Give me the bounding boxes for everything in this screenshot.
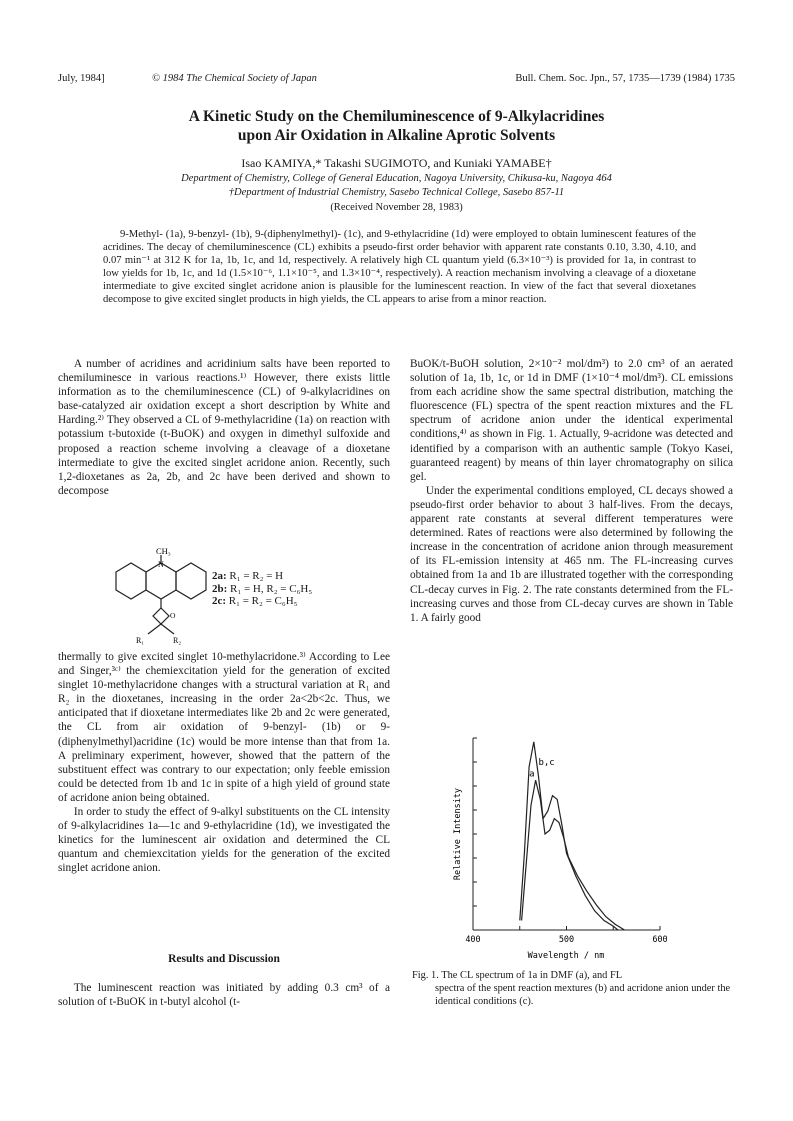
x-tick-label: 400 xyxy=(465,935,481,945)
journal-issue-date: July, 1984] xyxy=(58,73,105,84)
series-line-a xyxy=(522,780,625,930)
author-list: Isao KAMIYA,* Takashi SUGIMOTO, and Kuniaki YAMABE† xyxy=(241,156,552,170)
affiliation-1: Department of Chemistry, College of General Education, Nagoya University, Chikusa-ku, Nagoya 464 xyxy=(181,173,612,184)
title-line-1: A Kinetic Study on the Chemiluminescence of 9-Alkylacridines xyxy=(188,108,605,125)
x-axis-label: Wavelength / nm xyxy=(527,951,605,961)
x-tick-label: 600 xyxy=(652,935,668,945)
series-group xyxy=(520,742,625,930)
title-line-2: upon Air Oxidation in Alkaline Aprotic Solvents xyxy=(237,127,556,144)
series-label-a: a xyxy=(529,769,535,780)
x-tick-label: 500 xyxy=(558,935,575,945)
caption-continuation: spectra of the spent reaction mextures (b) and acridone anion under the identical conditions (c). xyxy=(435,983,731,1008)
paragraph: In order to study the effect of 9-alkyl substituents on the CL intensity of 9-alkylacridines 1a—1c and 9-ethylacridine (1d), we investigated the kinetics for the luminescent air oxidation and determined the CL quantum and chemiexcitation yields for the generation of the excited singlet acridone anion. xyxy=(58,806,390,875)
dioxetane-ring xyxy=(153,608,169,624)
paragraph: thermally to give excited singlet 10-methylacridone.³⁾ According to Lee and Singer,³ᶜ⁾ the chemiexcitation yield for the generation of excited singlet 10-methylacridone changes with a structural variation at R₁ and R₂ in the dioxetanes, increasing in the order 2a<2b<2c. Thus, we anticipated that if dioxetane intermediates like 2b and 2c were generated, the CL from air oxidation of 9-benzyl- (1b) or 9-(diphenylmethyl)acridine (1c) would be more intense than that from 1a. A preliminary experiment, however, showed that the pattern of the substituent effect was contrary to our expectation; only feeble emission could be detected from 1b and 1c in spite of a high yield of ground state of acridone anion being obtained. xyxy=(58,651,390,804)
paragraph: A number of acridines and acridinium salts have been reported to chemiluminesce in various reactions.¹⁾ However, there exists little information as to the chemiluminescence (CL) of 9-alkylacridines on base-catalyzed air oxidation except a short description by White and Harding.²⁾ They observed a CL of 9-methylacridine (1a) on reaction with potassium t-butoxide (t-BuOK) and oxygen in dimethyl sulfoxide and proposed a reaction scheme involving a cleavage of a dioxetane intermediate to give the excited singlet acridone anion. Recently, such 1,2-dioxetanes as 2a, 2b, and 2c have been derived and shown to decompose xyxy=(58,358,390,497)
section-heading: Results and Discussion xyxy=(168,953,280,965)
paragraph: The luminescent reaction was initiated by adding 0.3 cm³ of a solution of t-BuOK in t-butyl alcohol (t- xyxy=(58,982,390,1009)
left-benzene-ring xyxy=(116,563,146,599)
left-column-bottom xyxy=(58,650,390,876)
r1-label: R₁ xyxy=(136,636,145,645)
affiliation-2: †Department of Industrial Chemistry, Sasebo Technical College, Sasebo 857-11 xyxy=(228,187,565,198)
left-column-last xyxy=(58,981,390,1009)
paragraph: Under the experimental conditions employed, CL decays showed a pseudo-first order behavior to about 3 half-lives. From the decays, apparent rate constants at several different temperatures were determined. Rates of reactions were also determined by following the increase in the concentration of acridone anion through measurement of its FL-emission intensity at 465 nm. The FL-increasing curves obtained from 1a and 1b are illustrated together with the corresponding CL-decay curves in Fig. 2. The rate constants determined from the FL-increasing curves and those from CL-decay curves are shown in Table 1. A fairly good xyxy=(410,484,733,624)
y-axis-label: Relative Intensity xyxy=(453,787,463,881)
figure-caption xyxy=(412,969,732,1009)
nitrogen-label: N xyxy=(158,560,164,569)
copyright-notice: © 1984 The Chemical Society of Japan xyxy=(152,73,317,84)
r1-bond xyxy=(148,624,161,634)
abstract: 9-Methyl- (1a), 9-benzyl- (1b), 9-(diphenylmethyl)- (1c), and 9-ethylacridine (1d) were employed to obtain luminescent features of the acridines. The decay of chemiluminescence (CL) exhibits a pseudo-first order behavior with apparent rate constants 0.10, 3.30, 4.10, and 0.07 min⁻¹ at 312 K for 1a, 1b, 1c, and 1d, respectively. A relatively high CL quantum yield (6.3×10⁻³) is provided for 1a, in contrast to low yields for 1b, 1c, and 1d (1.5×10⁻⁶, 1.1×10⁻⁵, and 1.3×10⁻⁴, respectively). A reaction mechanism involving a cleavage of a dioxetane intermediate to give excited singlet acridone anion is plausible for the luminescent reaction. In view of the fact that several dioxetanes decompose to give excited singlet products in high yields, the CL appears to arise from a minor reaction. xyxy=(103,229,696,305)
series-label-bc: b,c xyxy=(538,757,555,768)
substituent-row: 2a: R₁ = R₂ = H xyxy=(212,570,284,582)
r2-label: R₂ xyxy=(173,636,182,645)
r2-bond xyxy=(161,624,174,634)
substituent-row: 2b: R₁ = H, R₂ = C₆H₅ xyxy=(212,582,313,595)
right-column xyxy=(410,357,733,625)
plot-frame xyxy=(473,738,660,930)
right-benzene-ring xyxy=(176,563,206,599)
dioxetane-substituent-list xyxy=(212,570,312,608)
paragraph: BuOK/t-BuOH solution, 2×10⁻² mol/dm³) to 2.0 cm³ of an aerated solution of 1a, 1b, 1c, or 1d in DMF (1×10⁻⁴ mol/dm³). CL emissions from each acridine show the same spectral distribution, matching the fluorescence (FL) spectra of the spent reaction mixtures and the FL spectrum of acridone anion under the identical experimental conditions,⁴⁾ as shown in Fig. 1. Actually, 9-acridone was detected and identified by a comparison with an authentic sample (Tokyo Kasei, guaranteed reagent) by means of thin layer chromatography on silica gel. xyxy=(410,358,733,483)
methyl-label: CH₃ xyxy=(156,546,171,556)
journal-citation: Bull. Chem. Soc. Jpn., 57, 1735—1739 (1984) 1735 xyxy=(515,73,735,84)
y-ticks xyxy=(473,738,477,930)
x-ticks xyxy=(465,926,667,945)
substituent-row: 2c: R₁ = R₂ = C₆H₅ xyxy=(212,595,298,607)
received-date: (Received November 28, 1983) xyxy=(330,202,463,213)
caption-line: Fig. 1. The CL spectrum of 1a in DMF (a), and FL xyxy=(412,970,623,981)
left-column-top xyxy=(58,357,390,498)
paper-title xyxy=(0,107,793,145)
figure-1-spectrum xyxy=(435,730,695,965)
oxygen-label: O xyxy=(170,611,176,620)
